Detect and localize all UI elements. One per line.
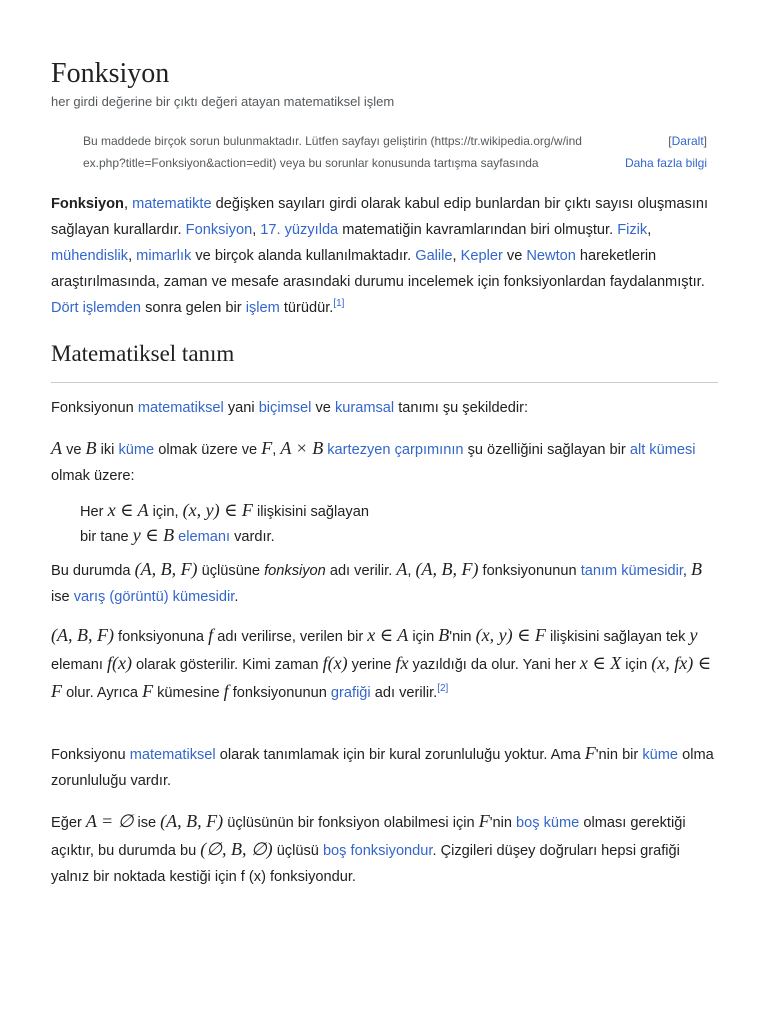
text: , — [407, 563, 412, 579]
text: ve — [315, 400, 331, 416]
section-heading: Matematiksel tanım — [51, 341, 235, 366]
reference-2[interactable]: [2] — [437, 683, 449, 695]
text: olması gerektiği açıktır, bu durumda bu — [51, 815, 686, 859]
math: f — [223, 681, 229, 701]
page-title: Fonksiyon — [51, 58, 170, 89]
math: A — [396, 559, 408, 579]
link-kuramsal[interactable]: kuramsal — [334, 400, 395, 416]
link-newton[interactable]: Newton — [526, 248, 576, 264]
paragraph-1 — [51, 395, 721, 421]
italic-term: fonksiyon — [264, 563, 326, 579]
text: sonra gelen bir — [145, 300, 242, 316]
link-kepler[interactable]: Kepler — [460, 248, 503, 264]
text: Fonksiyonu — [51, 747, 126, 763]
text: ve — [506, 248, 523, 264]
math: F — [584, 743, 596, 763]
math: A = ∅ — [85, 811, 134, 831]
text: , — [682, 563, 687, 579]
text: ilişkisini sağlayan tek — [549, 629, 686, 645]
text: matematiğin kavramlarından biri olmuştur. — [342, 222, 614, 238]
text: şu özelliğini sağlayan bir — [467, 442, 626, 458]
math: f(x) — [106, 653, 132, 673]
text: değişken sayıları girdi olarak kabul edip bunlardan bir çıktı sayısı oluşmasını sağlayan kurallardır. — [51, 196, 709, 238]
link-dort-islem[interactable]: Dört işlemden — [51, 300, 142, 316]
text: 'nin — [489, 815, 512, 831]
text: olmak üzere: — [51, 468, 135, 484]
math: fx — [395, 653, 409, 673]
text: . Çizgileri düşey doğruları hepsi grafiği yalnız bir noktada kestiği için f (x) fonksiyondur. — [51, 843, 680, 885]
link-islem[interactable]: işlem — [245, 300, 280, 316]
link-mimarlik[interactable]: mimarlık — [136, 248, 192, 264]
math: (A, B, F) — [415, 559, 479, 579]
math: F — [142, 681, 154, 701]
math: y ∈ B — [132, 525, 175, 545]
link-bicimsel[interactable]: biçimsel — [258, 400, 312, 416]
text: fonksiyonuna — [118, 629, 205, 645]
definition-line-2 — [80, 522, 275, 550]
text: Eğer — [51, 815, 82, 831]
collapse-link[interactable]: Daralt — [671, 134, 704, 148]
text: Fonksiyonun — [51, 400, 134, 416]
link-matematiksel[interactable]: matematiksel — [137, 400, 224, 416]
link-matematiksel-2[interactable]: matematiksel — [129, 747, 216, 763]
math: (x, fx) ∈ F — [51, 653, 712, 701]
text: ve — [66, 442, 82, 458]
math: f(x) — [322, 653, 348, 673]
text: bir tane — [80, 529, 129, 545]
paragraph-2 — [51, 435, 721, 489]
paragraph-3 — [51, 556, 721, 610]
link-tanim-kumesi[interactable]: tanım kümesidir — [580, 563, 683, 579]
math: A — [51, 438, 62, 458]
link-kume[interactable]: küme — [118, 442, 155, 458]
text: tanımı şu şekildedir: — [398, 400, 528, 416]
link-muhendislik[interactable]: mühendislik — [51, 248, 129, 264]
bold-term: Fonksiyon — [51, 196, 124, 212]
paragraph-5 — [51, 740, 721, 794]
text: üçlüsü — [276, 843, 319, 859]
text: vardır. — [234, 529, 275, 545]
math: x ∈ A — [367, 625, 409, 645]
text: fonksiyonunun — [482, 563, 577, 579]
text: Bu durumda — [51, 563, 131, 579]
text: ise — [137, 815, 157, 831]
math: B — [438, 625, 450, 645]
link-bos-kume[interactable]: boş küme — [516, 815, 580, 831]
text: kümesine — [157, 685, 220, 701]
math: (∅, B, ∅) — [200, 839, 273, 859]
link-galile[interactable]: Galile — [415, 248, 453, 264]
text: hareketlerin araştırılmasında, zaman ve mesafe arasındaki durumu incelemek için fonksiyonlardan faydalanmıştır. — [51, 248, 705, 290]
math: B — [85, 438, 97, 458]
text: üçlüsünün bir fonksiyon olabilmesi için — [227, 815, 475, 831]
text: türüdür. — [283, 300, 334, 316]
text: iki — [100, 442, 115, 458]
link-fonksiyon[interactable]: Fonksiyon — [185, 222, 253, 238]
math: B — [691, 559, 703, 579]
link-alt-kume[interactable]: alt kümesi — [629, 442, 696, 458]
definition-line-1 — [80, 497, 369, 525]
intro-paragraph: Fonksiyon, matematikte değişken sayıları girdi olarak kabul edip bunlardan bir çıktı sayısı oluşmasını sağlayan kurallardır. Fonksiyon, 17. yüzyılda matematiğin kavramlarından biri olmuştur. Fizik, mühendislik, mimarlık ve birçok alanda kullanılmaktadır. Galile, Kepler ve Newton hareketlerin araştırılmasında, zaman ve mesafe arasındaki durumu incelemek için fonksiyonlardan faydalanmıştır. Dört işlemden sonra gelen bir işlem türüdür.[1] — [51, 196, 709, 316]
text: yani — [227, 400, 255, 416]
math: (A, B, F) — [134, 559, 198, 579]
link-matematikte[interactable]: matematikte — [132, 196, 212, 212]
text: yazıldığı da olur. Yani her — [412, 657, 576, 673]
text: olarak tanımlamak için bir kural zorunluluğu yoktur. Ama — [219, 747, 581, 763]
notice-line-2: ex.php?title=Fonksiyon&action=edit) veya bu sorunlar konusunda tartışma sayfasında — [83, 156, 539, 170]
text: , — [272, 442, 277, 458]
link-fizik[interactable]: Fizik — [617, 222, 648, 238]
text: fonksiyonunun — [232, 685, 327, 701]
text: yerine — [351, 657, 392, 673]
text: ilişkisini sağlayan — [257, 504, 369, 520]
page-subtitle: her girdi değerine bir çıktı değeri atayan matematiksel işlem — [51, 94, 395, 109]
math: F — [261, 438, 273, 458]
notice-collapse: [Daralt] — [668, 134, 707, 148]
text: adı verilir. — [374, 685, 438, 701]
math: (A, B, F) — [160, 811, 224, 831]
math: x ∈ X — [579, 653, 622, 673]
link-17-yuzyil[interactable]: 17. yüzyılda — [260, 222, 339, 238]
link-varis-kumesi[interactable]: varış (görüntü) kümesidir — [73, 589, 235, 605]
link-grafigi[interactable]: grafiği — [330, 685, 371, 701]
math: A × B — [280, 438, 324, 458]
text: olmak üzere ve — [158, 442, 258, 458]
math: (x, y) ∈ F — [475, 625, 546, 645]
text: üçlüsüne — [201, 563, 261, 579]
text: için, — [152, 504, 179, 520]
more-info-link[interactable]: Daha fazla bilgi — [624, 156, 707, 170]
text: 'nin — [449, 629, 472, 645]
text: olur. Ayrıca — [66, 685, 138, 701]
notice-more — [625, 154, 707, 172]
text: olarak gösterilir. Kimi zaman — [136, 657, 319, 673]
link-kartezyen-carpim[interactable]: kartezyen çarpımının — [327, 442, 464, 458]
text: Her — [80, 504, 104, 520]
text: için — [412, 629, 435, 645]
math: x ∈ A — [107, 500, 149, 520]
math: (A, B, F) — [51, 625, 114, 645]
text: . — [234, 589, 239, 605]
text: 'nin bir — [595, 747, 639, 763]
link-elemani[interactable]: elemanı — [178, 529, 231, 545]
text: için — [625, 657, 648, 673]
section-divider — [51, 382, 718, 383]
link-kume-2[interactable]: küme — [642, 747, 679, 763]
text: olma zorunluluğu vardır. — [51, 747, 714, 789]
math: f — [208, 625, 214, 645]
text: ve birçok alanda kullanılmaktadır. — [195, 248, 412, 264]
text: adı verilirse, verilen bir — [217, 629, 364, 645]
reference-1[interactable]: [1] — [333, 298, 345, 310]
text: , — [123, 196, 129, 212]
math: y — [689, 625, 698, 645]
paragraph-6 — [51, 808, 721, 890]
text: adı verilir. — [329, 563, 393, 579]
notice-line-1: Bu maddede birçok sorun bulunmaktadır. Lütfen sayfayı geliştirin (https://tr.wikipedia.org/w/ind — [83, 134, 582, 148]
math: (x, y) ∈ F — [182, 500, 253, 520]
link-bos-fonksiyon[interactable]: boş fonksiyondur — [322, 843, 433, 859]
text: ise — [51, 589, 70, 605]
paragraph-4 — [51, 622, 721, 706]
math: F — [478, 811, 490, 831]
text: elemanı — [51, 657, 103, 673]
